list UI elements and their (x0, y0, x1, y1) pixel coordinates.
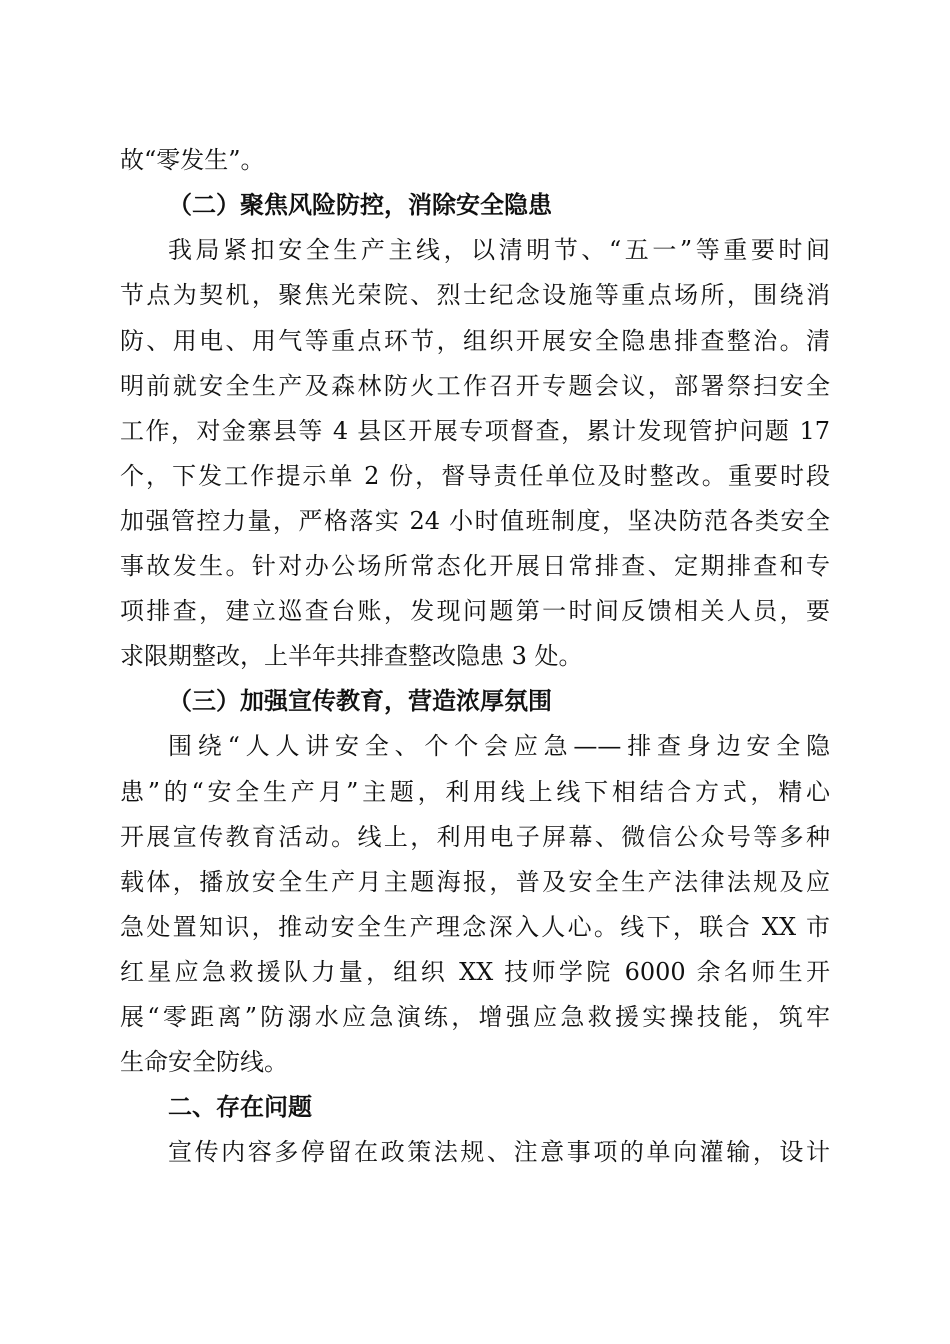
paragraph-line: 生命安全防线。 (120, 1048, 288, 1076)
paragraph-line: 事故发生。针对办公场所常态化开展日常排查、定期排查和专 (120, 552, 830, 580)
paragraph-line: 开展宣传教育活动。线上，利用电子屏幕、微信公众号等多种 (120, 823, 830, 851)
chapter-heading-problems: 二、存在问题 (168, 1093, 312, 1121)
paragraph-line: 求限期整改，上半年共排查整改隐患 3 处。 (120, 642, 583, 670)
paragraph-line: 我局紧扣安全生产主线，以清明节、“五一”等重要时间 (168, 236, 830, 264)
paragraph-line: 展“零距离”防溺水应急演练，增强应急救援实操技能，筑牢 (120, 1003, 830, 1031)
paragraph-line: 个，下发工作提示单 2 份，督导责任单位及时整改。重要时段 (120, 462, 830, 490)
section-heading-3: （三）加强宣传教育，营造浓厚氛围 (168, 686, 552, 715)
paragraph-line: 急处置知识，推动安全生产理念深入人心。线下，联合 XX 市 (120, 913, 830, 941)
paragraph-line: 红星应急救援队力量，组织 XX 技师学院 6000 余名师生开 (120, 958, 830, 986)
paragraph-line: 节点为契机，聚焦光荣院、烈士纪念设施等重点场所，围绕消 (120, 281, 830, 309)
paragraph-line: 工作，对金寨县等 4 县区开展专项督查，累计发现管护问题 17 (120, 417, 830, 445)
paragraph-line: 加强管控力量，严格落实 24 小时值班制度，坚决防范各类安全 (120, 507, 830, 535)
paragraph-line: 故“零发生”。 (120, 146, 265, 174)
section-heading-2: （二）聚焦风险防控，消除安全隐患 (168, 190, 552, 219)
paragraph-line: 围绕“人人讲安全、个个会应急——排查身边安全隐 (168, 732, 830, 760)
paragraph-line: 项排查，建立巡查台账，发现问题第一时间反馈相关人员，要 (120, 597, 830, 625)
paragraph-line: 载体，播放安全生产月主题海报，普及安全生产法律法规及应 (120, 868, 830, 896)
paragraph-line: 患”的“安全生产月”主题，利用线上线下相结合方式，精心 (120, 778, 830, 806)
paragraph-line: 宣传内容多停留在政策法规、注意事项的单向灌输，设计 (168, 1138, 830, 1166)
paragraph-line: 明前就安全生产及森林防火工作召开专题会议，部署祭扫安全 (120, 372, 830, 400)
paragraph-line: 防、用电、用气等重点环节，组织开展安全隐患排查整治。清 (120, 327, 830, 355)
